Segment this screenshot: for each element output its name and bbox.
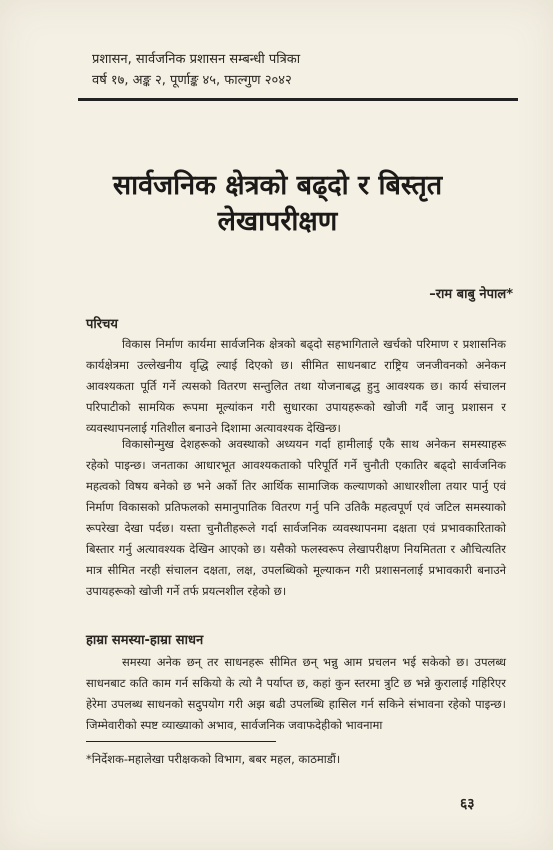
footnote-rule: [86, 741, 276, 742]
section-heading-problems-resources: हाम्रा समस्या-हाम्रा साधन: [86, 633, 204, 648]
paragraph: समस्या अनेक छन् तर साधनहरू सीमित छन् भन्नु आम प्रचलन भई सकेको छ। उपलब्ध साधनबाट कति काम गर्न सकियो के त्यो नै पर्याप्त छ, कहां कुन स्तरमा त्रुटि छ भन्ने कुरालाई गहिरिएर हेरेमा उपलब्ध साधनको सदुपयोग गरी अझ बढी उपलब्धि हासिल गर्न सकिने संभावना रहेको पाइन्छ। जिम्मेवारीको स्पष्ट व्याख्याको अभाव, सार्वजनिक जवाफदेहीको भावनामा: [86, 655, 506, 732]
page-number: ६३: [460, 796, 475, 812]
journal-name: प्रशासन, सार्वजनिक प्रशासन सम्बन्धी पत्रिका: [92, 52, 301, 67]
section-heading-introduction: परिचय: [86, 317, 118, 332]
author-name: –राम बाबु नेपाल*: [429, 287, 513, 302]
paragraph: विकास निर्माण कार्यमा सार्वजनिक क्षेत्रको बढ्दो सहभागिताले खर्चको परिमाण र प्रशासनिक कार्यक्षेत्रमा उल्लेखनीय वृद्धि ल्याई दिएको छ। सीमित साधनबाट राष्ट्रिय जनजीवनको अनेकन आवश्यकता पूर्ति गर्ने त्यसको वितरण सन्तुलित तथा योजनाबद्ध हुनु आवश्यक छ। कार्य संचालन परिपाटीको सामयिक रूपमा मूल्यांकन गरी सुधारका उपायहरूको खोजी गर्दै जानु प्रशासन र व्यवस्थापनलाई गतिशील बनाउने दिशामा अत्यावश्यक देखिन्छ।: [86, 337, 506, 435]
header-rule: [78, 98, 518, 101]
footnote: *निर्देशक-महालेखा परीक्षकको विभाग, बबर महल, काठमाडौं।: [86, 752, 341, 766]
journal-issue: वर्ष १७, अङ्क २, पूर्णाङ्क ४५, फाल्गुण २०४२: [92, 73, 292, 88]
journal-header: [92, 50, 512, 92]
paragraph: विकासोन्मुख देशहरूको अवस्थाको अध्ययन गर्दा हामीलाई एकै साथ अनेकन समस्याहरू रहेको पाइन्छ। जनताका आधारभूत आवश्यकताको परिपूर्ति गर्ने चुनौती एकातिर बढ्दो सार्वजनिक महत्वको विषय बनेको छ भने अर्को तिर आर्थिक सामाजिक कल्याणको आधारशीला तयार पार्नु एवं निर्माण विकासको प्रतिफलको समानुपातिक वितरण गर्नु पनि उतिकै महत्वपूर्ण एवं जटिल समस्याको रूपरेखा देखा पर्दछ। यस्ता चुनौतीहरूले गर्दा सार्वजनिक व्यवस्थापनमा दक्षता एवं प्रभावकारिताको बिस्तार गर्नु अत्यावश्यक देखिन आएको छ। यसैको फलस्वरूप लेखापरीक्षण नियमितता र औचित्यतिर मात्र सीमित नरही संचालन दक्षता, लक्ष, उपलब्धिको मूल्याकन गरी प्रशासनलाई प्रभावकारी बनाउने उपायहरूको खोजी गर्ने तर्फ प्रयत्नशील रहेको छ।: [86, 437, 506, 598]
article-title: [60, 168, 495, 240]
title-line-2: लेखापरीक्षण: [217, 206, 338, 237]
title-line-1: सार्वजनिक क्षेत्रको बढ्दो र बिस्तृत: [112, 170, 443, 201]
